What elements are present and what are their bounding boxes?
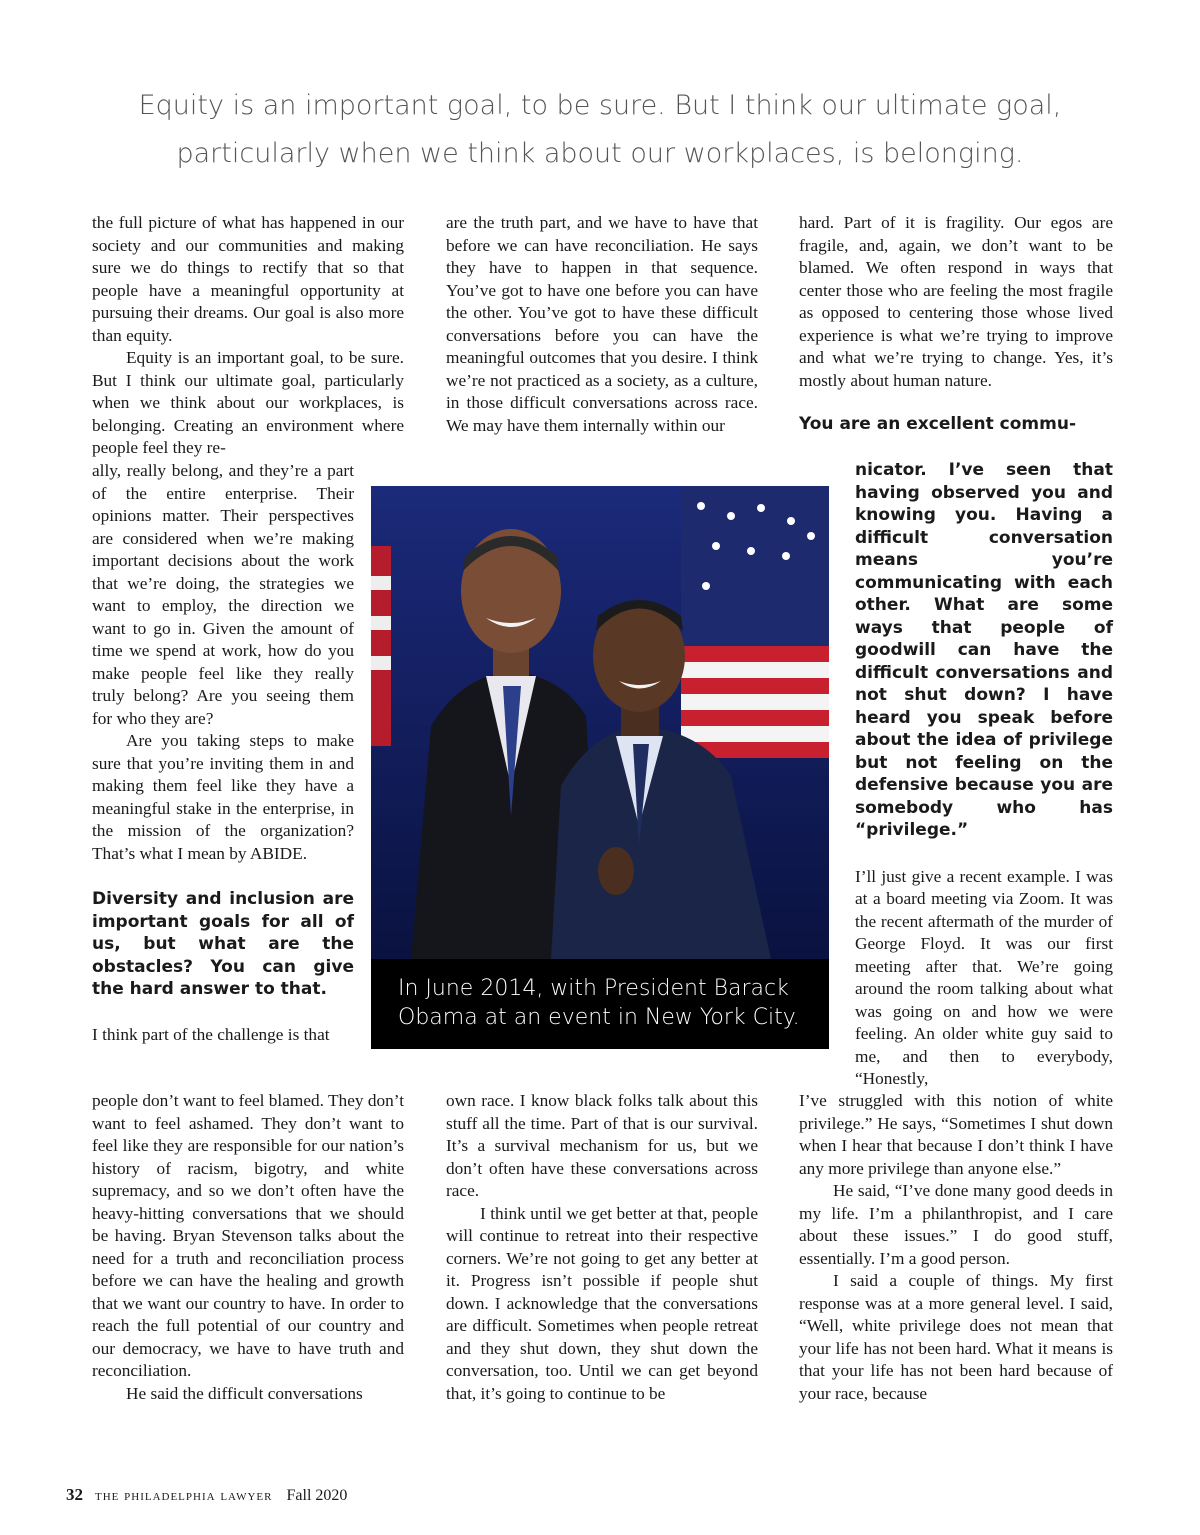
pull-quote-line-1: Equity is an important goal, to be sure. But I think our ultimate goal,	[138, 90, 1062, 121]
paragraph: people don’t want to feel blamed. They don’t want to feel ashamed. They don’t want to feel like they are responsible for our nation’s history of racism, bigotry, and white supremacy, and so we don’t often have the heavy-hitting conversations that we should be having. Bryan Stevenson talks about the need for a truth and reconciliation process before we can have the healing and growth that we want our country to have. In order to reach the full potential of our country and our democracy, we have to have truth and reconciliation.	[92, 1091, 404, 1380]
magazine-name: the philadelphia lawyer	[95, 1488, 273, 1504]
interview-question-first-line: You are an excellent commu-	[799, 414, 1077, 434]
column-1-wrap	[92, 460, 354, 1046]
paragraph: own race. I know black folks talk about this stuff all the time. Part of that is our survival. It’s a survival mechanism for us, but we don’t often have these conversations across race.	[446, 1091, 758, 1200]
interview-question: Diversity and inclusion are important goals for all of us, but what are the obstacles? You can give the hard answer to that.	[92, 889, 354, 999]
american-flag-right	[681, 486, 829, 758]
paragraph: I think part of the challenge is that	[92, 1024, 330, 1044]
paragraph: He said the difficult conversations	[126, 1383, 363, 1403]
pull-quote-line-2: particularly when we think about our workplaces, is belonging.	[176, 138, 1024, 169]
paragraph: Are you taking steps to make sure that you’re inviting them in and making them feel like they have a meaningful stake in the enterprise, in the mission of the organization? That’s what I mean by ABIDE.	[92, 731, 354, 863]
column-1-top	[92, 212, 404, 460]
interview-question: nicator. I’ve seen that having observed you and knowing you. Having a difficult conversation means you’re communicating with each other. What are some ways that people of goodwill can have the difficult conversations and not shut down? I have heard you speak before about the idea of privilege but not feeling on the defensive because you are somebody who has “privilege.”	[855, 460, 1113, 840]
issue-label: Fall 2020	[286, 1487, 348, 1504]
column-2-bottom	[446, 1090, 758, 1405]
american-flag-left	[371, 546, 391, 746]
pull-quote	[60, 82, 1140, 178]
paragraph: Equity is an important goal, to be sure. But I think our ultimate goal, particularly when we think about our workplaces, is belonging. Creating an environment where people feel they re-	[92, 348, 404, 457]
column-3-bottom	[799, 1090, 1113, 1405]
paragraph: I said a couple of things. My first response was at a more general level. I said, “Well, white privilege does not mean that your life has not been hard. What it means is that your life has not been hard because of your race, because	[799, 1271, 1113, 1403]
page-number: 32	[66, 1485, 83, 1504]
page-footer	[66, 1485, 347, 1505]
column-1-bottom	[92, 1090, 404, 1405]
paragraph: I’ve struggled with this notion of white privilege.” He says, “Sometimes I shut down when I hear that because I don’t think I have any more privilege than anyone else.”	[799, 1091, 1113, 1178]
paragraph: the full picture of what has happened in our society and our communities and making sure we do things to rectify that so that people have a meaningful opportunity at pursuing their dreams. Our goal is also more than equity.	[92, 213, 404, 345]
photo-illustration	[371, 486, 829, 959]
column-3-wrap	[855, 459, 1113, 1091]
photo-caption: In June 2014, with President Barack Obama at an event in New York City.	[371, 959, 829, 1049]
paragraph: ally, really belong, and they’re a part of the entire enterprise. Their opinions matter. Their perspectives are considered when we’re making important decisions about the work that we’re doing, the strategies we want to employ, the direction we want to go in. Given the amount of time we spend at work, how do you make people feel like they really truly belong? Are you seeing them for who they are?	[92, 461, 354, 728]
paragraph: I think until we get better at that, people will continue to retreat into their respective corners. We’re not going to get any better at it. Progress isn’t possible if people shut down. I acknowledge that the conversations are difficult. Sometimes when people retreat and they shut down, they shut down the conversation, too. Until we can get beyond that, it’s going to continue to be	[446, 1203, 758, 1403]
column-2-top	[446, 212, 758, 437]
paragraph: He said, “I’ve done many good deeds in my life. I’m a philanthropist, and I care about these issues.” I do good stuff, essentially. I’m a good person.	[799, 1181, 1113, 1268]
paragraph: hard. Part of it is fragility. Our egos are fragile, and, again, we don’t want to be blamed. We often respond in ways that center those who are feeling the most fragile as opposed to centering those whose lived experience is what we’re trying to improve and what we’re trying to change. Yes, it’s mostly about human nature.	[799, 213, 1113, 390]
event-photo	[371, 486, 829, 1049]
paragraph: are the truth part, and we have to have that before we can have reconciliation. He says they have to happen in that sequence. You’ve got to have one before you can have the other. You’ve got to have these difficult conversations before you can have the meaningful outcomes that you desire. I think we’re not practiced as a society, as a culture, in those difficult conversations across race. We may have them internally within our	[446, 213, 758, 435]
paragraph: I’ll just give a recent example. I was at a board meeting via Zoom. It was the recent aftermath of the murder of George Floyd. It was our first meeting after that. We’re going around the room talking about what was going on and how we were feeling. An older white guy said to me, and then to everybody, “Honestly,	[855, 866, 1113, 1088]
column-3-top	[799, 212, 1113, 436]
